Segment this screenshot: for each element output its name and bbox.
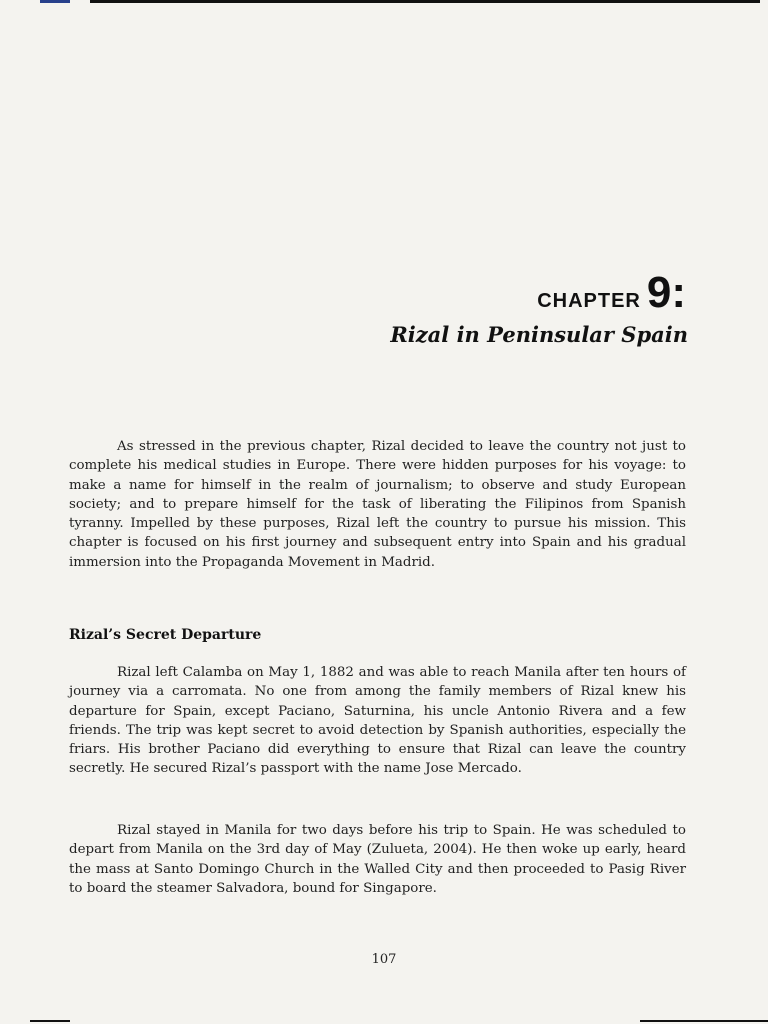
section-heading: Rizal’s Secret Departure [69,627,262,643]
bottom-edge-rule [30,1020,70,1022]
page-number: 107 [371,952,397,967]
bottom-edge-rule [640,1020,768,1022]
section-paragraph: Rizal stayed in Manila for two days before his trip to Spain. He was scheduled to depart from Manila on the 3rd day of May (Zulueta, 2004). He then woke up early, heard the mass at Santo Domingo Church in the Walled City and then proceeded to Pasig River to board the steamer Salvadora, bound for Singapore. [69,823,686,896]
chapter-number: 9: [646,268,686,317]
intro-paragraph: As stressed in the previous chapter, Rizal decided to leave the country not just to complete his medical studies in Europe. There were hidden purposes for his voyage: to make a name for himself in the realm of journalism; to observe and study European society; and to prepare himself for the task of liberating the Filipinos from Spanish tyranny. Impelled by these purposes, Rizal left the country to pursue his mission. This chapter is focused on his first journey and subsequent entry into Spain and his gradual immersion into the Propaganda Movement in Madrid. [69,439,686,570]
chapter-heading [537,268,686,318]
chapter-title: Rizal in Peninsular Spain [390,322,688,347]
top-edge-rule [90,0,760,3]
chapter-label: CHAPTER [537,290,641,312]
section-paragraph: Rizal left Calamba on May 1, 1882 and was able to reach Manila after ten hours of journey via a carromata. No one from among the family members of Rizal knew his departure for Spain, except Paciano, Saturnina, his uncle Antonio Rivera and a few friends. The trip was kept secret to avoid detection by Spanish authorities, especially the friars. His brother Paciano did everything to ensure that Rizal can leave the country secretly. He secured Rizal’s passport with the name Jose Mercado. [69,665,686,777]
top-edge-mark [40,0,70,3]
